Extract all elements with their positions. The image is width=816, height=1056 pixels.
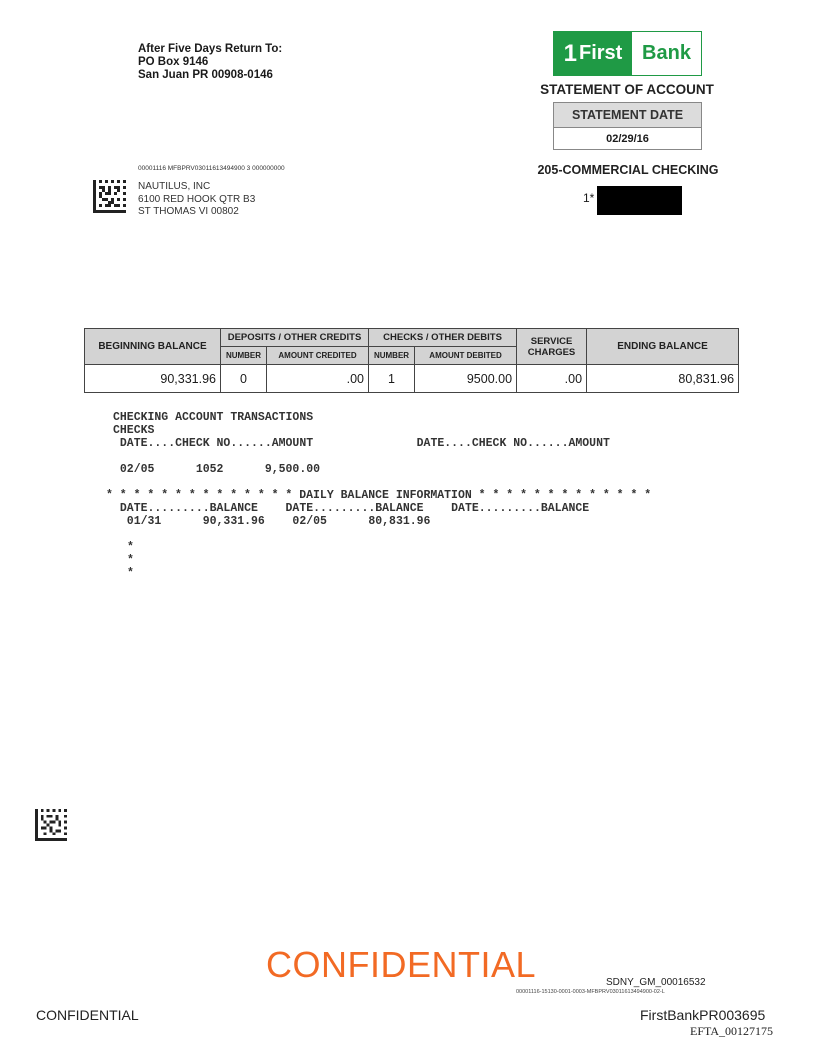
logo-first: First	[579, 42, 623, 64]
statement-date-box	[553, 102, 702, 150]
account-type: 205-COMMERCIAL CHECKING	[537, 163, 719, 177]
value-beginning-balance: 90,331.96	[85, 365, 221, 393]
return-line-3: San Juan PR 00908-0146	[138, 69, 273, 81]
statement-date-value: 02/29/16	[606, 133, 649, 145]
mailing-barcode-id: 00001116 MFBPRV03011613494900 3 000000000	[138, 165, 285, 172]
return-line-2: PO Box 9146	[138, 56, 209, 68]
return-address	[138, 43, 282, 82]
header-checks-group: CHECKS / OTHER DEBITS	[369, 329, 517, 347]
check-row: 02/05 1052 9,500.00	[113, 463, 321, 476]
bank-logo	[553, 31, 702, 76]
account-number-prefix: 1*	[583, 191, 595, 205]
customer-city: ST THOMAS VI 00802	[138, 206, 239, 217]
logo-bank: Bank	[642, 42, 691, 64]
daily-balance-columns: DATE.........BALANCE DATE.........BALANCE DATE.........BALANCE	[113, 502, 590, 515]
return-line-1: After Five Days Return To:	[138, 43, 283, 55]
statement-title: STATEMENT OF ACCOUNT	[540, 82, 714, 97]
efta-number: EFTA_00127175	[690, 1024, 774, 1038]
confidential-stamp: CONFIDENTIAL	[266, 944, 537, 985]
header-amount-credited: AMOUNT CREDITED	[267, 347, 369, 365]
logo-green-panel	[554, 32, 632, 75]
confidential-label: CONFIDENTIAL	[36, 1007, 139, 1023]
datamatrix-barcode-icon	[93, 180, 126, 213]
customer-name: NAUTILUS, INC	[138, 181, 211, 192]
header-service-charges-line2: CHARGES	[527, 346, 576, 358]
header-deposits-group: DEPOSITS / OTHER CREDITS	[221, 329, 369, 347]
daily-balance-row: 01/31 90,331.96 02/05 80,831.96	[113, 515, 431, 528]
header-service-charges-line1: SERVICE	[530, 335, 573, 347]
header-ending-balance: ENDING BALANCE	[587, 329, 739, 365]
value-amount-debited: 9500.00	[415, 365, 517, 393]
statement-date-label: STATEMENT DATE	[554, 103, 701, 128]
value-service-charges: .00	[517, 365, 587, 393]
star-3: *	[127, 567, 134, 580]
checks-title: CHECKS	[113, 424, 155, 437]
value-ending-balance: 80,831.96	[587, 365, 739, 393]
document-id: 00001116-15130-0001-0003-MFBPRV03011613494900-02-L	[516, 989, 665, 995]
daily-balance-header: * * * * * * * * * * * * * * DAILY BALANCE INFORMATION * * * * * * * * * * * * *	[106, 489, 652, 502]
customer-street: 6100 RED HOOK QTR B3	[138, 193, 256, 205]
value-deposits-number: 0	[221, 365, 267, 393]
star-1: *	[127, 541, 134, 554]
mailing-address	[138, 181, 255, 219]
logo-one: 1	[563, 39, 577, 67]
datamatrix-barcode-icon	[35, 809, 67, 841]
header-deposits-number: NUMBER	[221, 347, 267, 365]
header-amount-debited: AMOUNT DEBITED	[415, 347, 517, 365]
star-2: *	[127, 554, 134, 567]
redaction-box	[597, 186, 682, 215]
value-amount-credited: .00	[267, 365, 369, 393]
value-checks-number: 1	[369, 365, 415, 393]
header-beginning-balance: BEGINNING BALANCE	[85, 329, 221, 365]
checks-header: DATE....CHECK NO......AMOUNT DATE....CHECK NO......AMOUNT	[113, 437, 610, 450]
bates-number: FirstBankPR003695	[640, 1007, 766, 1023]
header-checks-number: NUMBER	[369, 347, 415, 365]
transactions-title: CHECKING ACCOUNT TRANSACTIONS	[113, 411, 314, 424]
account-summary-table	[84, 328, 739, 393]
sdny-bates: SDNY_GM_00016532	[606, 977, 706, 988]
header-service-charges	[517, 329, 587, 365]
